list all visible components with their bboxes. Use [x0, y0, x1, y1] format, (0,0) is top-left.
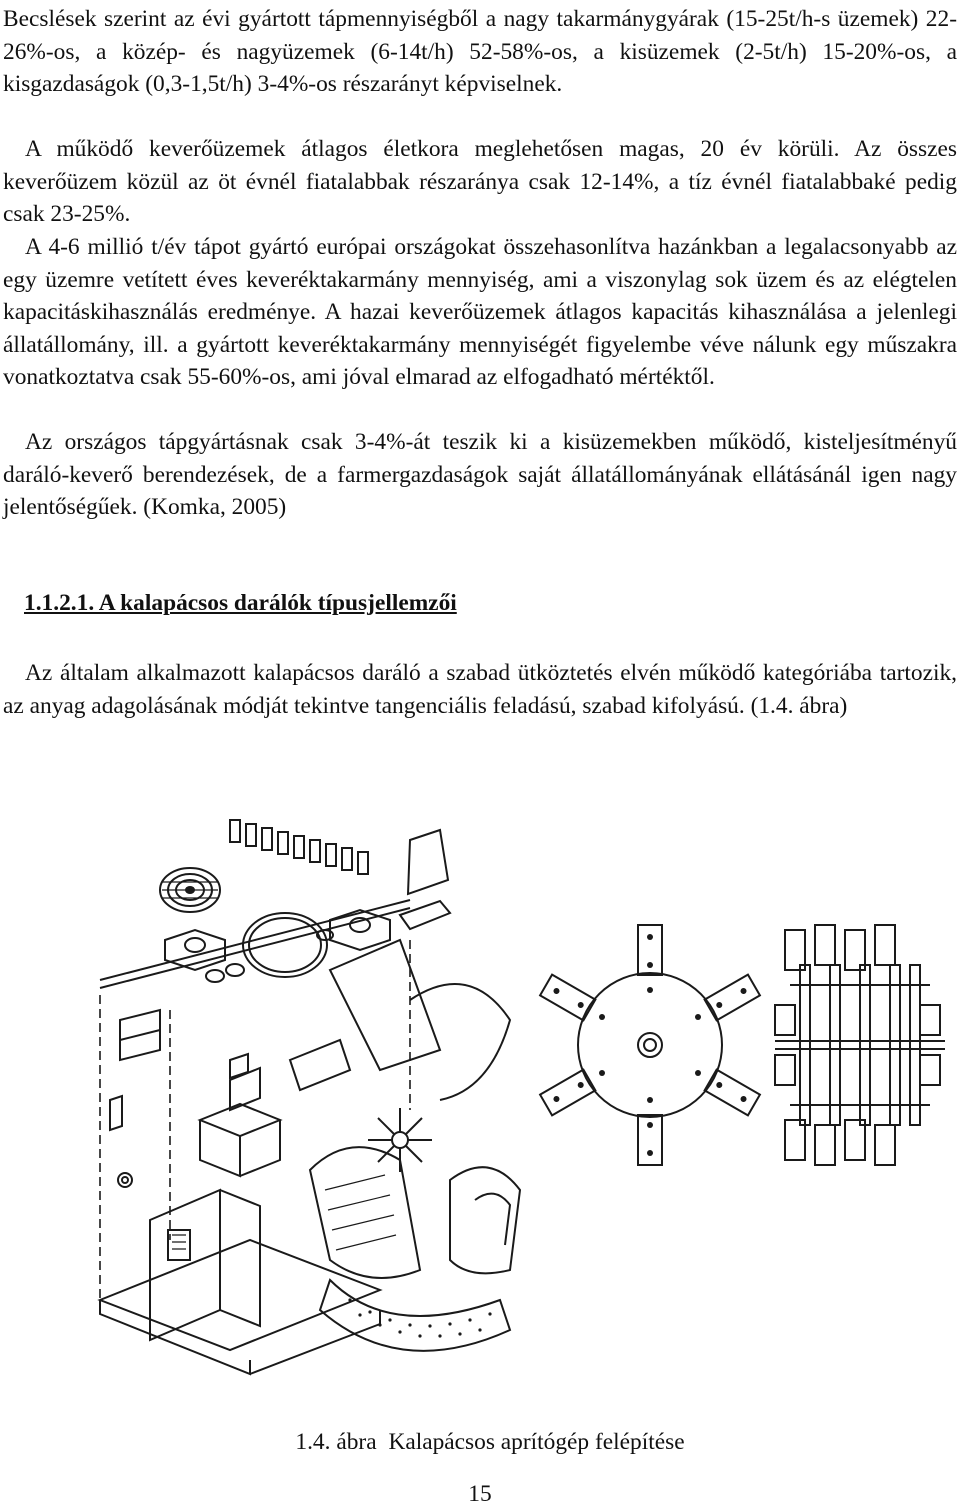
section-heading: 1.1.2.1. A kalapácsos darálók típusjellemzői — [24, 590, 457, 616]
page-number: 15 — [468, 1481, 492, 1507]
figure-caption — [0, 1429, 960, 1456]
paragraph-2: A működő keverőüzemek átlagos életkora meglehetősen magas, 20 év körüli. Az összes keverőüzem közül az öt évnél fiatalabbak részaránya csak 12-14%, a tíz évnél fiatalabbaké pedig csak 23-25%. — [3, 136, 957, 227]
rotor-side-view — [775, 925, 945, 1165]
figure-caption-number: 1.4. ábra — [295, 1429, 377, 1455]
paragraph-1: Becslések szerint az évi gyártott tápmennyiségből a nagy takarmánygyárak (15-25t/h-s üzemek) 22-26%-os, a közép- és nagyüzemek (6-14t/h) 52-58%-os, a kisüzemek (2-5t/h) 15-20%-os, a kisgazdaságok (0,3-1,5t/h) 3-4%-os részarányt képviselnek. — [3, 6, 957, 97]
paragraph-4: Az országos tápgyártásnak csak 3-4%-át teszik ki a kisüzemekben működő, kisteljesítményű daráló-keverő berendezések, de a farmergazdaságok saját állatállományának ellátásánál igen nagy jelentőségűek. (Komka, 2005) — [3, 429, 957, 520]
section-paragraph: Az általam alkalmazott kalapácsos daráló a szabad ütköztetés elvén működő kategóriába tartozik, az anyag adagolásának módját tekintve tangenciális feladású, szabad kifolyású. (1.4. ábra) — [3, 660, 957, 719]
rotor-end-view — [540, 925, 760, 1165]
figure-caption-text: Kalapácsos aprítógép felépítése — [388, 1429, 685, 1455]
paragraph-3: A 4-6 millió t/év tápot gyártó európai országokat összehasonlítva hazánkban a legalacsonyabb az egy üzemre vetített éves keveréktakarmány mennyiség, ami a viszonylag sok üzem és az elégtelen kapacitáskihasználás eredménye. A hazai keverőüzemek átlagos kapacitás kihasználása a jelenlegi állatállomány, ill. a gyártott keveréktakarmány mennyiségét figyelembe véve nálunk egy műszakra vonatkoztatva csak 55-60%-os, ami jóval elmarad az elfogadható mértéktől. — [3, 234, 957, 390]
hammer-mill-drawing — [80, 780, 960, 1440]
exploded-assembly — [100, 820, 520, 1374]
exploded-view-figure — [80, 780, 960, 1440]
